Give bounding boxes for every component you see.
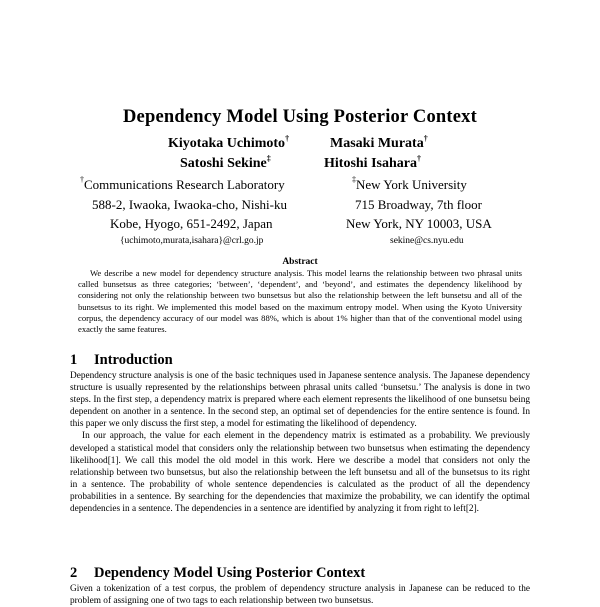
section-heading — [70, 352, 173, 369]
abstract-heading: Abstract — [282, 257, 318, 267]
affiliation-mark: ‡ — [352, 175, 356, 184]
author-mark: † — [285, 134, 290, 143]
section-number: 2 — [70, 565, 78, 581]
body-paragraph: Dependency structure analysis is one of the basic techniques used in Japanese sentence analysis. The Japanese dependency structure is usually represented by the relationships between phrasal units called ‘bunsetsu.’ The analysis is done in two steps. In the first step, a dependency matrix is prepared where each element represents the likelihood of one bunsetsu being dependent on another in a sentence. In the second step, an optimal set of dependencies for the entire sentence is found. In this paper we only discuss the first step, a model for estimating the likelihood of dependency. — [70, 371, 530, 430]
author-mark: ‡ — [266, 154, 271, 163]
affiliation-mark: † — [80, 175, 84, 184]
author-name — [180, 156, 271, 172]
section-body — [70, 583, 530, 607]
body-paragraph: In our approach, the value for each element in the dependency matrix is estimated as a probability. We previously developed a statistical model that considers only the relationship between two bunsetsus when estimating the dependency likelihood[1]. We call this model the old model in this work. Here we describe a model that considers not only the relationship between two bunsetsus, but also the relationship between the left bunsetsu and all of the bunsetsus to its right in a sentence. The probability of whole sentence dependencies is calculated as the product of all the dependency probabilities in a sentence. By searching for the dependencies that maximize the probability, we can identify the optimal dependencies in a sentence. The dependencies in a sentence are identified by analyzing it from right to left[2]. — [70, 431, 530, 515]
author-name-text: Kiyotaka Uchimoto — [168, 136, 286, 151]
abstract-paragraph: We describe a new model for dependency structure analysis. This model learns the relationship between two phrasal units called bunsetsus as three categories; ‘between’, ‘dependent’, and ‘beyond’, and estimates the dependency likelihood by considering not only the relationship between two bunsetsus but also the relationship between the left bunsetsu and all of the bunsetsus to its right. We implemented this model based on the maximum entropy model. When using the Kyoto University corpus, the dependency accuracy of our model was 88%, which is about 1% higher than that of the conventional model using exactly the same features. — [78, 268, 522, 335]
section-body — [70, 370, 530, 515]
author-name — [324, 156, 421, 172]
affiliation-line: New York, NY 10003, USA — [346, 216, 492, 231]
section-heading — [70, 565, 365, 582]
author-name-text: Satoshi Sekine — [180, 156, 267, 171]
section-title: Introduction — [94, 352, 173, 368]
section-number: 1 — [70, 352, 78, 368]
section-title: Dependency Model Using Posterior Context — [94, 565, 366, 581]
affiliation-text: Communications Research Laboratory — [84, 177, 285, 192]
affiliation-line: 588-2, Iwaoka, Iwaoka-cho, Nishi-ku — [92, 197, 287, 212]
affiliation-line: 715 Broadway, 7th floor — [355, 197, 482, 212]
author-name-text: Hitoshi Isahara — [324, 156, 417, 171]
email-address: {uchimoto,murata,isahara}@crl.go.jp — [120, 236, 264, 246]
affiliation-line — [352, 177, 467, 193]
body-paragraph: Given a tokenization of a test corpus, the problem of dependency structure analysis in Japanese can be reduced to the problem of assigning one of two tags to each relationship between two bunsetsus. — [70, 584, 530, 607]
email-address: sekine@cs.nyu.edu — [390, 236, 464, 246]
author-name-text: Masaki Murata — [330, 136, 424, 151]
author-name — [168, 136, 289, 152]
affiliation-line: Kobe, Hyogo, 651-2492, Japan — [110, 216, 273, 231]
author-mark: † — [416, 154, 421, 163]
affiliation-text: New York University — [356, 177, 467, 192]
affiliation-line — [80, 177, 285, 193]
author-name — [330, 136, 428, 152]
paper-title: Dependency Model Using Posterior Context — [123, 107, 477, 127]
abstract-body — [78, 268, 522, 335]
author-mark: † — [423, 134, 428, 143]
